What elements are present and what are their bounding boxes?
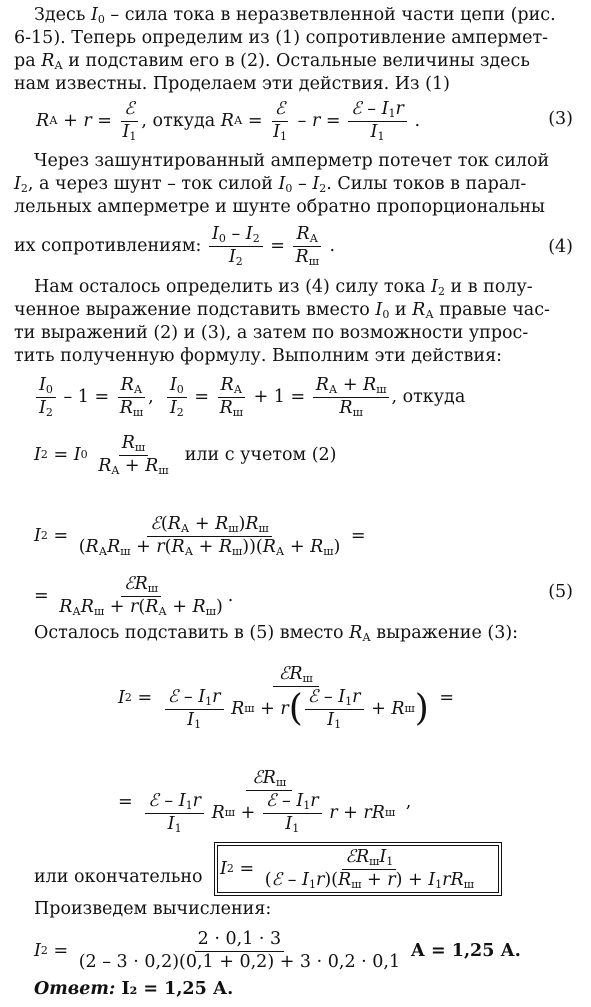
answer-value: I₂ = 1,25 А. <box>121 979 234 999</box>
equation-i2: I 2 = I 0 $\frac{R_ш}{R_A + R_ш}$ или с учетом (2) <box>34 432 337 477</box>
para2-line3: лельных амперметре и шунте обратно пропорциональны <box>14 197 545 217</box>
calc-denominator: (2 – 3 · 0,2)(0,1 + 0,2) + 3 · 0,2 · 0,1 <box>78 951 401 972</box>
eq4-lead: их сопротивлениям: <box>14 235 202 256</box>
eq3-word: , откуда <box>141 110 216 131</box>
para3-line1: Нам осталось определить из (4) силу тока $I_2$ и в полу- <box>34 277 533 298</box>
equation-5: = $\frac{ℰR_ш}{R_АR_ш + r(R_А + R_ш)}$ . <box>34 573 234 618</box>
equation-chain: $\frac{I_0}{I_2}$ – 1 = $\frac{R_А}{R_ш}$ , $\frac{I_0}{I_2}$ = $\frac{R_А}{R_ш}$ + 1 = $\frac{R_А + R_ш}{R_ш}$ , откуда <box>34 370 465 424</box>
para2-line2: $I_2$, а через шунт – ток силой $I_0 - I_2$. Силы токов в парал- <box>14 174 527 195</box>
para5: Произведем вычисления: <box>34 899 272 919</box>
para4: Осталось подставить в (5) вместо $R_А$ выражение (3): <box>34 623 519 644</box>
eq4-number: (4) <box>548 237 573 257</box>
equation-substituted-2: = ℰR$_ш$ $\frac{ℰ - I_1r}{I_1}$ R ш + $\frac{ℰ - I_1r}{I_1}$ r + r R ш , <box>118 768 412 835</box>
equation-4: их сопротивлениям: $\frac{I_0 - I_2}{I_2}$ = $\frac{R_А}{R_ш}$ . <box>14 223 336 268</box>
calc-result: А = 1,25 А. <box>410 940 521 961</box>
calculation: I 2 = $\frac{2 \cdot 0,1 \cdot 3}{(2 - 3 \cdot 0,2)(0,1 + 0,2) + 3 \cdot 0,2 \cdot 0,1}$ А = 1,25 А. <box>34 928 521 972</box>
eq5-number: (5) <box>548 582 573 602</box>
para1-line1: Здесь $I_0$ – сила тока в неразветвленной части цепи (рис. <box>34 5 556 26</box>
para3-line3: ти выражений (2) и (3), а затем по возможности упрос- <box>14 323 529 343</box>
answer-label: Ответ: <box>34 979 116 999</box>
para3-line2: ченное выражение подставить вместо $I_0$ и $R_А$ правые час- <box>14 300 550 321</box>
equation-i2-expanded: I 2 = $\frac{ℰ(R_А + R_ш)R_ш}{(R_АR_ш + r(R_А + R_ш))(R_А + R_ш)}$ = <box>34 513 366 558</box>
para1-line2: 6-15). Теперь определим из (1) сопротивление ампермет- <box>14 28 549 48</box>
para1-line4: нам известны. Проделаем эти действия. Из (1) <box>14 74 450 94</box>
equation-3: R А + r = $\frac{\text{ℰ}}{I_1}$ , откуда R А = $\frac{\text{ℰ}}{I_1}$ – r = $\frac{ℰ - I_1r}{I_1}$ . <box>36 98 421 143</box>
eq-i2-tail: или с учетом (2) <box>184 444 337 465</box>
eq-chain-word: , откуда <box>391 386 466 407</box>
calc-numerator: 2 · 0,1 · 3 <box>195 929 284 952</box>
para1-line3: ра $R_А$ и подставим его в (2). Остальные величины здесь <box>14 51 530 72</box>
para2-line1: Через зашунтированный амперметр потечет ток силой <box>34 151 550 171</box>
eq3-number: (3) <box>548 109 573 129</box>
para3-line4: тить полученную формулу. Выполним эти действия: <box>14 346 503 366</box>
final-formula: I 2 = $\frac{ℰR_шI_1}{(ℰ - I_1r)(R_ш + r) + I_1rR_ш}$ <box>220 846 474 891</box>
final-lead: или окончательно <box>34 867 203 887</box>
equation-substituted: I 2 = ℰR$_ш$ $\frac{ℰ - I_1r}{I_1}$ R ш + r ( $\frac{ℰ - I_1r}{I_1}$ + R ш ) = <box>118 664 455 731</box>
answer <box>34 978 233 1001</box>
